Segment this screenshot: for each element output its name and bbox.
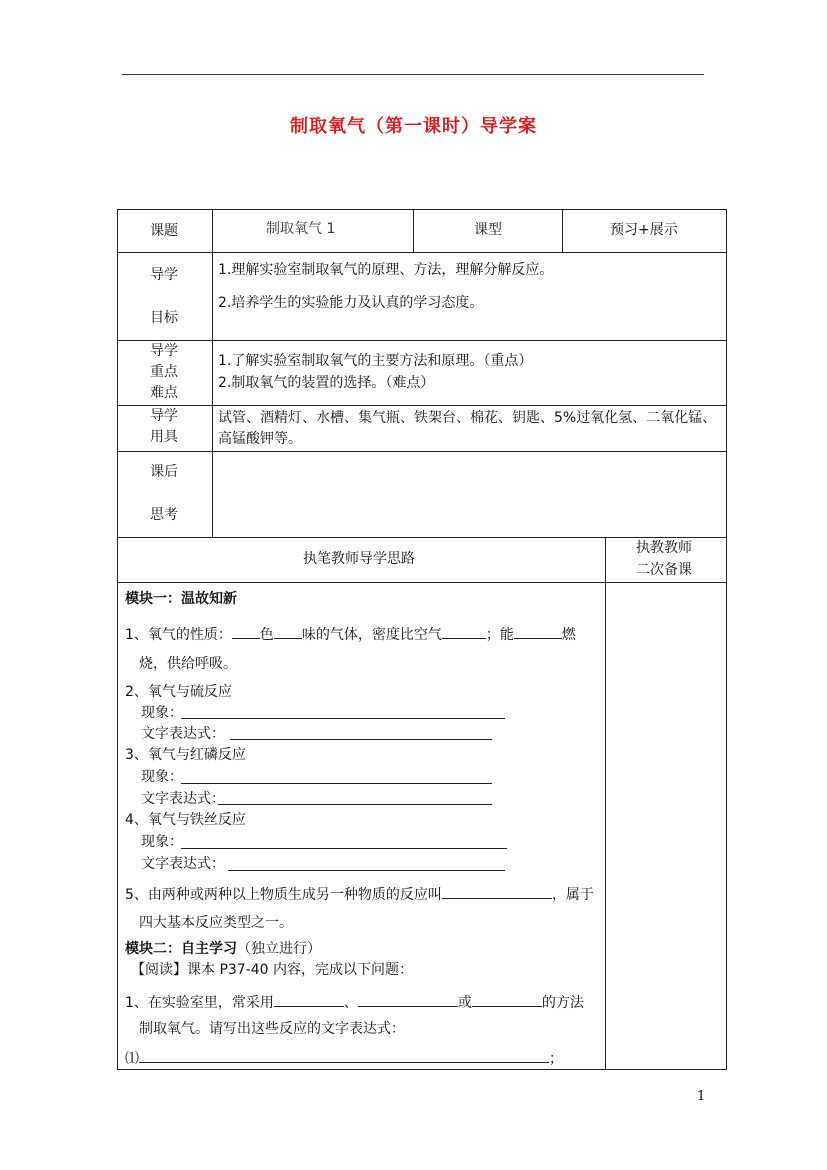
module1-q1-cont: 烧，供给呼吸。	[139, 656, 237, 672]
reflection-label: 课后	[150, 464, 178, 480]
row-divider	[117, 451, 727, 452]
module2-q1-cont: 制取氧气。请写出这些反应的文字表达式：	[139, 1021, 405, 1037]
module2-q1: 1、在实验室里，常采用 、 或 的方法	[125, 991, 584, 1012]
answer-blank[interactable]	[514, 623, 562, 639]
tools-text: 试管、酒精灯、水槽、集气瓶、铁架台、棉花、钥匙、5%过氧化氢、二氧化锰、	[218, 410, 717, 426]
module1-q1: 1、氧气的性质： 色 味的气体，密度比空气 ；能 燃	[125, 623, 576, 644]
key-points-label: 重点	[150, 364, 178, 380]
answer-blank[interactable]	[442, 623, 486, 639]
key-point-item: 2.制取氧气的装置的选择。（难点）	[218, 375, 435, 391]
answer-blank[interactable]	[274, 623, 302, 639]
row-divider	[117, 537, 727, 538]
topic-label: 课题	[150, 223, 178, 239]
row-divider	[117, 405, 727, 406]
col-divider	[413, 209, 414, 252]
answer-blank[interactable]	[232, 623, 260, 639]
row-divider	[117, 252, 727, 253]
key-point-item: 1.了解实验室制取氧气的主要方法和原理。（重点）	[218, 353, 533, 369]
phenomenon-label: 现象：	[141, 705, 183, 721]
module2-read: 【阅读】课本 P37-40 内容，完成以下问题：	[131, 962, 414, 978]
col-divider	[212, 209, 213, 537]
answer-line[interactable]	[230, 739, 492, 740]
col-divider	[605, 537, 606, 1070]
page-number: 1	[697, 1089, 706, 1104]
module1-title: 模块一：温故知新	[125, 591, 237, 607]
answer-blank[interactable]	[358, 991, 458, 1007]
module2-q1-item: ⑴ ；	[125, 1047, 563, 1068]
answer-line[interactable]	[218, 804, 492, 805]
key-points-label: 难点	[150, 385, 178, 401]
goal-item: 1.理解实验室制取氧气的原理、方法，理解分解反应。	[218, 262, 554, 278]
tools-label: 导学	[150, 408, 178, 424]
answer-blank[interactable]	[472, 991, 542, 1007]
module2-title: 模块二：自主学习（独立进行）	[125, 941, 321, 957]
answer-blank[interactable]	[139, 1047, 549, 1063]
type-label: 课型	[474, 222, 502, 238]
section-header-right: 二次备课	[636, 562, 692, 578]
topic-value: 制取氧气 1	[266, 221, 336, 237]
phenomenon-label: 现象：	[141, 834, 183, 850]
col-divider	[562, 209, 563, 252]
answer-line[interactable]	[228, 870, 505, 871]
answer-line[interactable]	[181, 783, 492, 784]
section-header-left: 执笔教师导学思路	[303, 551, 415, 567]
answer-line[interactable]	[181, 718, 505, 719]
row-divider	[117, 340, 727, 341]
header-rule	[122, 74, 704, 75]
type-value: 预习+展示	[610, 222, 678, 238]
answer-line[interactable]	[181, 848, 507, 849]
module1-q5-cont: 四大基本反应类型之一。	[139, 915, 293, 931]
tools-label: 用具	[150, 429, 178, 445]
expression-label: 文字表达式：	[141, 791, 225, 807]
row-divider	[117, 582, 727, 583]
expression-label: 文字表达式：	[141, 856, 225, 872]
section-header-right: 执教教师	[636, 540, 692, 556]
module1-q5: 5、由两种或两种以上物质生成另一种物质的反应叫 ，属于	[125, 883, 594, 904]
key-points-label: 导学	[150, 343, 178, 359]
reflection-label: 思考	[150, 507, 178, 523]
tools-text: 高锰酸钾等。	[218, 431, 302, 447]
module1-q2: 2、氧气与硫反应	[125, 684, 232, 700]
goals-label: 导学	[150, 267, 178, 283]
module1-q4: 4、氧气与铁丝反应	[125, 812, 246, 828]
phenomenon-label: 现象：	[141, 769, 183, 785]
goal-item: 2.培养学生的实验能力及认真的学习态度。	[218, 295, 484, 311]
goals-label: 目标	[150, 310, 178, 326]
module1-q3: 3、氧气与红磷反应	[125, 747, 246, 763]
page-title: 制取氧气（第一课时）导学案	[290, 116, 537, 137]
expression-label: 文字表达式：	[141, 726, 225, 742]
answer-blank[interactable]	[274, 991, 344, 1007]
answer-blank[interactable]	[442, 883, 552, 899]
